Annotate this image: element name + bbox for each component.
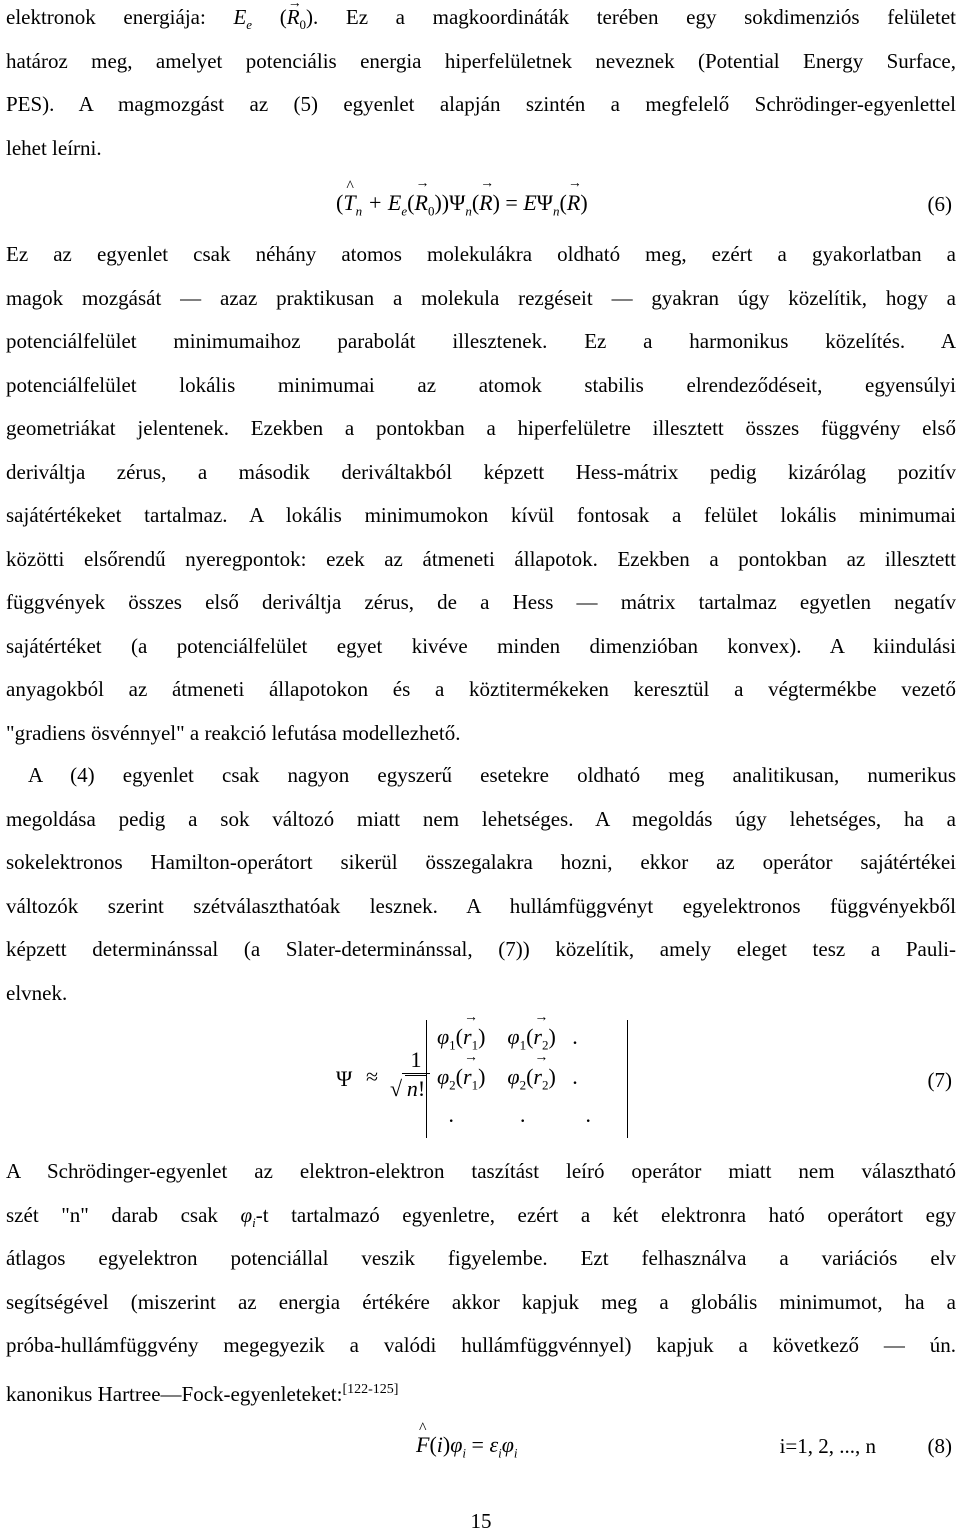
equation-number: (8)	[927, 1434, 952, 1458]
text-line: potenciálfelület minimumaihoz parabolát illesztenek. Ez a harmonikus közelítés. A	[6, 329, 956, 353]
text-line: anyagokból az átmeneti állapotokon és a köztitermékeken keresztül a végtermékbe vezető	[6, 677, 956, 701]
text-line: határoz meg, amelyet potenciális energia hiperfelületnek neveznek (Potential Energy Surface,	[6, 48, 956, 73]
text-line: A (4) egyenlet csak nagyon egyszerű esetekre oldható meg analitikusan, numerikus	[28, 763, 956, 787]
index-range: i=1, 2, ..., n	[779, 1434, 876, 1458]
text-line: elektronok energiája: $E_e$ (→ $R_0$). Ez a magkoordináták terében egy sokdimenziós felületet	[6, 0, 956, 40]
text-line: megoldása pedig a sok változó miatt nem lehetséges. A megoldás úgy lehetséges, ha a	[6, 806, 956, 831]
paragraph-2	[6, 233, 956, 755]
paragraph-1	[6, 0, 956, 170]
text-line: magok mozgását — azaz praktikusan a molekula rezgéseit — gyakran úgy közelítik, hogy a	[6, 285, 956, 310]
text-line: Ez az egyenlet csak néhány atomos molekulákra oldható meg, ezért a gyakorlatban a	[6, 242, 956, 266]
paragraph-3	[6, 754, 956, 1015]
equation-number: (7)	[927, 1068, 952, 1092]
equation-8: ^ $F(i)\varphi_i = \varepsilon_i\varphi_i$	[416, 1432, 518, 1461]
text-line: sokelektronos Hamilton-operátort sikerül összegalakra hozni, ekkor az operátor sajátértékei	[6, 850, 956, 874]
paragraph-4	[6, 1150, 956, 1411]
text-line: lehet leírni.	[6, 135, 102, 160]
text-line: szét "n" darab csak $\varphi_i-t$ tartalmazó egyenletre, ezért a két elektronra ható operátort egy	[6, 1202, 956, 1230]
equation-6: (^ $T_n + E_e(\to R_0))\Psi_n(\to R) = E\Psi_n(\to R)$	[336, 190, 588, 219]
text-line: elvnek.	[6, 980, 68, 1005]
text-line: képzett determinánssal (a Slater-determinánssal, (7)) közelítik, amely eleget tesz a Pauli-	[6, 937, 956, 961]
text-line: deriváltja zérus, a második deriváltakból képzett Hess-mátrix pedig kizárólag pozitív	[6, 459, 956, 484]
equation-number: (6)	[927, 192, 952, 216]
text-line: segítségével (miszerint az energia értékére akkor kapjuk meg a globális minimumot, ha a	[6, 1289, 956, 1314]
text-line: sajátértékeket tartalmaz. A lokális minimumokon kívül fontosak a felület lokális minimumai	[6, 503, 956, 527]
text-line: sajátértéket (a potenciálfelület egyet kivéve minden dimenzióban konvex). A kiindulási	[6, 633, 956, 658]
text-line: próba-hullámfüggvény megegyezik a valódi hullámfüggvénnyel) kapjuk a következő — ún.	[6, 1333, 956, 1357]
text-line: PES). A magmozgást az (5) egyenlet alapján szintén a megfelelő Schrödinger-egyenlettel	[6, 92, 956, 116]
text-line: potenciálfelület lokális minimumai az atomok stabilis elrendeződéseit, egyensúlyi	[6, 372, 956, 397]
fraction: 1 √ n!	[402, 1047, 430, 1104]
page-number: 15	[470, 1509, 492, 1533]
slater-determinant: $\varphi_1(\to r_1)$ $\varphi_1(\to r_2)$ . $\varphi_2(\to r_1)$ $\varphi_2(\to r_2)$ . . . .	[426, 1020, 628, 1138]
text-line: kanonikus Hartree—Fock-egyenleteket:[122-125]	[6, 1381, 399, 1406]
text-line: függvények összes első deriváltja zérus, de a Hess — mátrix tartalmaz egyetlen negatív	[6, 590, 956, 614]
text-line: A Schrödinger-egyenlet az elektron-elektron taszítást leíró operátor miatt nem választható	[6, 1159, 956, 1183]
citation: [122-125]	[342, 1381, 399, 1397]
text-line: geometriákat jelentenek. Ezekben a pontokban a hiperfelületre illesztett összes függvény első	[6, 416, 956, 440]
text-line: közötti elsőrendű nyeregpontok: ezek az átmeneti állapotok. Ezekben a pontokban az illesztett	[6, 546, 956, 571]
text-line: átlagos egyelektron potenciállal veszik figyelembe. Ezt felhasználva a variációs elv	[6, 1246, 956, 1270]
text-line: változók szerint szétválaszthatóak lesznek. A hullámfüggvényt egyelektronos függvényekből	[6, 893, 956, 918]
equation-7-lhs: Ψ	[336, 1066, 353, 1091]
text-line: "gradiens ösvénnyel" a reakció lefutása modellezhető.	[6, 720, 461, 745]
approx-symbol: ≈	[366, 1064, 379, 1089]
